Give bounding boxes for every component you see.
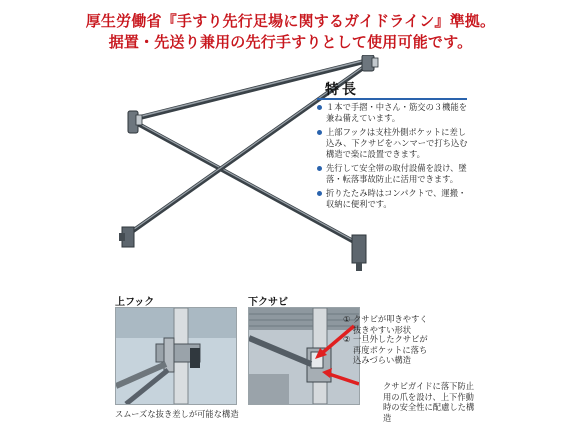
upper-hook-caption: スムーズな抜き差しが可能な構造: [115, 409, 239, 419]
lower-wedge-title: 下クサビ: [248, 297, 288, 308]
features-list: [316, 102, 474, 213]
features-heading: [317, 78, 467, 100]
note-text: 用の爪を設け、上下作動: [383, 391, 474, 402]
note-index: ②: [343, 334, 351, 344]
wedge-note-2: [343, 334, 463, 366]
upper-hook-title: 上フック: [115, 297, 155, 308]
note-text: 抜きやすい形状: [353, 324, 412, 335]
wedge-note-1: [343, 314, 463, 335]
note-text: 込みづらい構造: [353, 355, 411, 365]
feature-item: 先行して安全帯の取付設備を設け、墜落・転落事故防止に活用できます。: [316, 163, 474, 185]
note-text: 造: [383, 412, 392, 423]
note-text: クサビガイドに落下防止: [383, 381, 475, 391]
note-index: ①: [343, 314, 351, 324]
headline-line-1: 厚生労働省『手すり先行足場に関するガイドライン』準拠。: [85, 12, 496, 30]
wedge-guide-note: [383, 381, 493, 423]
arrow-head-icon: [322, 368, 332, 378]
feature-item: １本で手摺・中さん・筋交の３機能を兼ね備えています。: [316, 102, 474, 124]
features-heading-label: 特長: [325, 82, 359, 98]
upper-hook-image: [116, 308, 236, 404]
note-text: クサビが叩きやすく: [353, 314, 428, 324]
arrow-to-guide: [329, 374, 359, 384]
feature-item: 上部フックは支柱外側ポケットに差し込み、下クサビをハンマーで打ち込む構造で楽に設置できます。: [316, 127, 474, 160]
note-text: 時の安全性に配慮した構: [383, 402, 475, 412]
upper-hook-photo: [115, 307, 237, 405]
note-text: 一旦外したクサビが: [353, 334, 428, 344]
note-text: 再度ポケットに落ち: [353, 344, 428, 355]
feature-item: 折りたたみ時はコンパクトで、運搬・収納に便利です。: [316, 188, 474, 210]
headline-line-2: 据置・先送り兼用の先行手すりとして使用可能です。: [108, 33, 473, 51]
